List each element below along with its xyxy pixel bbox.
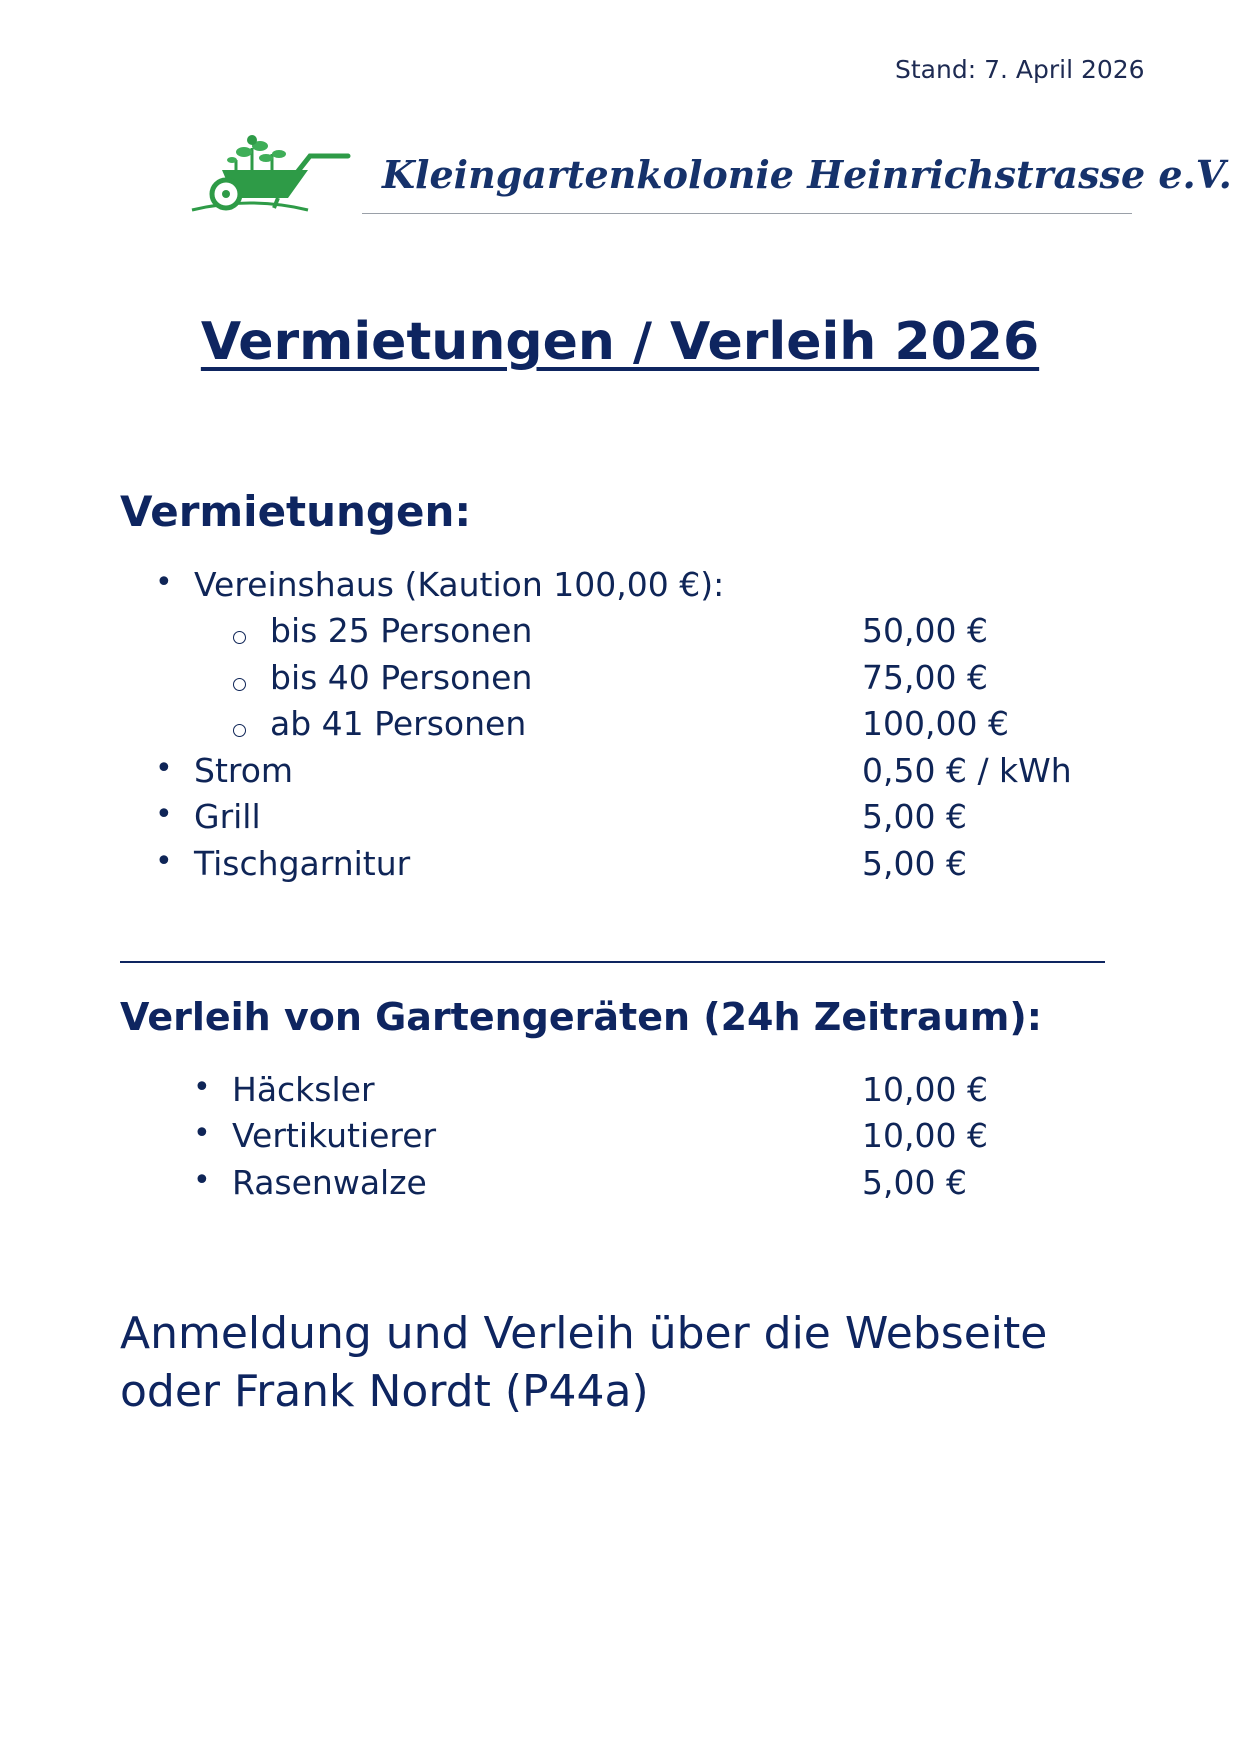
- item-price: 5,00 €: [862, 844, 967, 883]
- club-name: Kleingartenkolonie Heinrichstrasse e.V.: [382, 152, 1232, 197]
- bullet-icon: [155, 565, 173, 600]
- item-label: Grill: [194, 797, 261, 836]
- item-price: 5,00 €: [862, 797, 967, 836]
- item-label: Häcksler: [232, 1070, 375, 1109]
- wheelbarrow-plant-icon: [190, 134, 355, 214]
- item-price: 10,00 €: [862, 1070, 988, 1109]
- footer-note: Anmeldung und Verleih über die Webseite oder Frank Nordt (P44a): [120, 1308, 1048, 1417]
- bullet-icon: [155, 844, 173, 879]
- item-label: bis 25 Personen: [270, 611, 533, 650]
- header-divider: [362, 213, 1132, 214]
- circle-bullet-icon: [233, 724, 246, 737]
- bullet-icon: [155, 797, 173, 832]
- item-label: Rasenwalze: [232, 1163, 427, 1202]
- item-price: 75,00 €: [862, 658, 988, 697]
- item-price: 10,00 €: [862, 1116, 988, 1155]
- bullet-icon: [193, 1070, 211, 1105]
- item-label: Tischgarnitur: [194, 844, 411, 883]
- item-label: ab 41 Personen: [270, 704, 527, 743]
- item-price: 100,00 €: [862, 704, 1009, 743]
- item-price: 50,00 €: [862, 611, 988, 650]
- page-title: Vermietungen / Verleih 2026: [200, 312, 1040, 372]
- bullet-icon: [193, 1116, 211, 1151]
- item-label: Strom: [194, 751, 294, 790]
- item-label: Vereinshaus (Kaution 100,00 €):: [194, 565, 725, 604]
- item-label: Vertikutierer: [232, 1116, 437, 1155]
- bullet-icon: [193, 1163, 211, 1198]
- section-heading-verleih: Verleih von Gartengeräten (24h Zeitraum):: [120, 995, 1042, 1039]
- circle-bullet-icon: [233, 678, 246, 691]
- section-divider: [120, 961, 1105, 963]
- item-price: 0,50 € / kWh: [862, 751, 1072, 790]
- bullet-icon: [155, 751, 173, 786]
- item-label: bis 40 Personen: [270, 658, 533, 697]
- circle-bullet-icon: [233, 631, 246, 644]
- stand-date: Stand: 7. April 2026: [895, 55, 1145, 84]
- section-heading-vermietungen: Vermietungen:: [120, 487, 472, 536]
- item-price: 5,00 €: [862, 1163, 967, 1202]
